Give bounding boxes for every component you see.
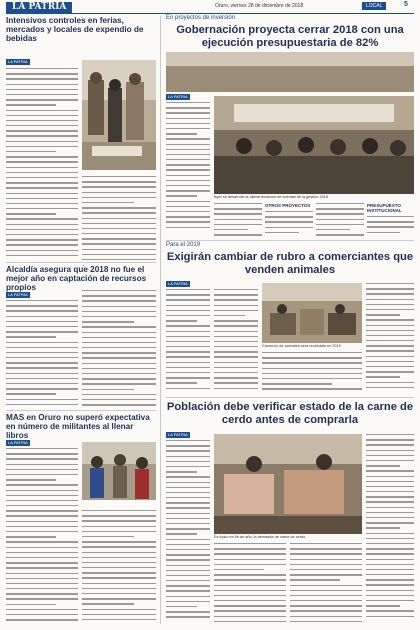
caption-rubro: Comercio de animales será reubicado en 2019 <box>262 344 341 348</box>
header-rule <box>6 13 414 14</box>
divider <box>166 240 414 241</box>
article-body-controles-col2 <box>82 176 156 261</box>
article-body-rubro-col3 <box>262 352 362 393</box>
article-title-mas: MAS en Oruro no superó expectativa en número de militantes al llenar libros <box>6 413 150 441</box>
subhead-presupuesto: PRESUPUESTO INSTITUCIONAL <box>367 203 402 213</box>
newspaper-logo: LA PATRIA <box>6 2 72 13</box>
article-body-rubro-col1 <box>166 289 210 393</box>
byline-tag: LA PATRIA <box>168 432 188 437</box>
caption-cerdo: Es típico en fin de año, la demanda de carne de cerdo <box>214 535 306 539</box>
article-title-alcaldia: Alcaldía asegura que 2018 no fue el mejor año en captación de recursos propios <box>6 265 147 293</box>
article-title-controles: Intensivos controles en ferias, mercados y locales de expendio de bebidas <box>6 16 144 44</box>
article-body-mas-col1 <box>6 448 78 624</box>
article-title-gobernacion: Gobernación proyecta cerrar 2018 con una ejecución presupuestaria de 82% <box>176 24 404 49</box>
photo-gobernacion-bar <box>166 52 414 92</box>
article-body-alcaldia-col1 <box>6 300 78 408</box>
divider <box>166 397 414 398</box>
caption-gobernacion: Ayer se desarrolló la última rendición de cuentas de la gestión 2018 <box>214 195 328 199</box>
page-number: 5 <box>404 1 408 8</box>
section-label: LOCAL <box>362 2 386 10</box>
article-body-gobernacion-col3 <box>265 211 313 237</box>
article-body-gobernacion-col4 <box>316 203 364 237</box>
article-title-cerdo: Población debe verificar estado de la carne de cerdo antes de comprarla <box>166 401 414 426</box>
kicker-gobernacion: En proyectos de inversión <box>166 15 236 21</box>
article-body-cerdo-col1 <box>166 440 210 624</box>
photo-market-inspection <box>82 60 156 170</box>
article-body-rubro-col4 <box>366 283 414 393</box>
photo-rendicion-cuentas <box>214 96 414 194</box>
dateline: Oruro, viernes 28 de diciembre de 2018 <box>215 3 304 9</box>
article-title-rubro: Exigirán cambiar de rubro a comerciantes que venden animales <box>166 251 414 276</box>
photo-party-militants <box>82 442 156 500</box>
byline-tag: LA PATRIA <box>8 440 28 445</box>
article-body-cerdo-col2 <box>214 543 286 624</box>
photo-pork-market <box>214 434 362 534</box>
article-body-mas-col2 <box>82 510 156 624</box>
article-body-cerdo-col3 <box>290 543 362 624</box>
article-body-controles-col1 <box>6 68 78 263</box>
kicker-rubro: Para el 2019 <box>166 242 201 248</box>
article-body-cerdo-col4 <box>366 434 414 624</box>
divider <box>6 410 156 411</box>
article-body-gobernacion-col1 <box>166 102 210 232</box>
byline-tag: LA PATRIA <box>8 292 28 297</box>
divider <box>6 262 156 263</box>
article-body-gobernacion-col5 <box>367 216 414 237</box>
byline-tag: LA PATRIA <box>168 281 188 286</box>
subhead-otros-proyectos: OTROS PROYECTOS <box>265 203 311 208</box>
byline-tag: LA PATRIA <box>168 94 188 99</box>
byline-tag: LA PATRIA <box>8 59 28 64</box>
photo-animal-vendors <box>262 283 362 343</box>
column-divider <box>160 16 161 624</box>
article-body-alcaldia-col2 <box>82 290 156 408</box>
article-body-rubro-col2 <box>214 289 258 393</box>
article-body-gobernacion-col2 <box>214 203 262 237</box>
